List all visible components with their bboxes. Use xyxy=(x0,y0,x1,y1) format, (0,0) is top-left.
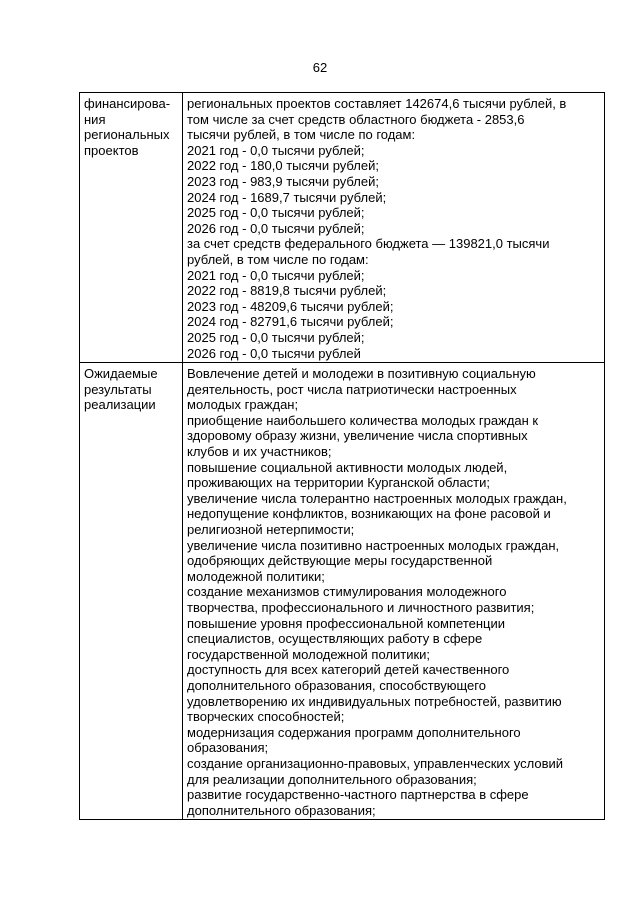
content-line: деятельность, рост числа патриотически настроенных xyxy=(187,381,517,397)
content-line: недопущение конфликтов, возникающих на фоне расовой и xyxy=(187,506,551,522)
content-line: 2024 год - 1689,7 тысячи рублей; xyxy=(187,189,387,205)
content-line: государственной молодежной политики; xyxy=(187,646,431,662)
content-line: развитие государственно-частного партнерства в сфере xyxy=(187,787,529,803)
content-line: 2021 год - 0,0 тысячи рублей; xyxy=(187,267,365,283)
content-line: доступность для всех категорий детей качественного xyxy=(187,662,510,678)
label-line: ния xyxy=(84,111,106,127)
content-line: клубов и их участников; xyxy=(187,444,332,460)
content-line: 2026 год - 0,0 тысячи рублей xyxy=(187,345,361,361)
content-line: 2021 год - 0,0 тысячи рублей; xyxy=(187,142,365,158)
content-line: специалистов, осуществляющих работу в сфере xyxy=(187,631,483,647)
content-line: творчества, профессионального и личностного развития; xyxy=(187,600,535,615)
passport-table xyxy=(79,92,605,820)
content-line: создание механизмов стимулирования молодежного xyxy=(187,584,507,600)
content-line: проживающих на территории Курганской области; xyxy=(187,475,490,491)
content-line: 2022 год - 180,0 тысячи рублей; xyxy=(187,158,379,174)
label-line: региональных xyxy=(84,127,170,143)
content-line: приобщение наибольшего количества молодых граждан к xyxy=(187,412,539,428)
label-line: результаты xyxy=(84,381,152,397)
content-line: создание организационно-правовых, управленческих условий xyxy=(187,755,564,771)
content-line: Вовлечение детей и молодежи в позитивную социальную xyxy=(187,366,536,382)
content-line: молодых граждан; xyxy=(187,397,299,413)
label-line: проектов xyxy=(84,142,139,158)
content-line: 2022 год - 8819,8 тысячи рублей; xyxy=(187,283,387,299)
content-line: региональных проектов составляет 142674,6 тысячи рублей, в xyxy=(187,96,567,111)
row-content-cell xyxy=(183,93,605,363)
content-line: том числе за счет средств областного бюджета - 2853,6 xyxy=(187,111,525,127)
content-line: для реализации дополнительного образования; xyxy=(187,771,477,787)
label-line: финансирова- xyxy=(84,96,171,111)
content-line: увеличение числа толерантно настроенных молодых граждан, xyxy=(187,490,567,506)
row-label-cell xyxy=(80,363,183,820)
content-line: религиозной нетерпимости; xyxy=(187,522,355,538)
content-line: тысячи рублей, в том числе по годам: xyxy=(187,127,416,143)
row-label-cell xyxy=(80,93,183,363)
content-line: рублей, в том числе по годам: xyxy=(187,251,369,267)
content-line: 2023 год - 983,9 тысячи рублей; xyxy=(187,173,379,189)
content-line: молодежной политики; xyxy=(187,568,325,584)
content-line: 2025 год - 0,0 тысячи рублей; xyxy=(187,205,365,221)
content-line: повышение социальной активности молодых людей, xyxy=(187,459,508,475)
content-line: дополнительного образования; xyxy=(187,802,376,818)
content-line: 2023 год - 48209,6 тысячи рублей; xyxy=(187,298,394,314)
content-line: повышение уровня профессиональной компетенции xyxy=(187,615,506,631)
content-line: 2026 год - 0,0 тысячи рублей; xyxy=(187,220,365,236)
row-content-cell xyxy=(183,363,605,820)
content-line: образования; xyxy=(187,740,269,756)
label-line: реализации xyxy=(84,397,156,413)
content-line: увеличение числа позитивно настроенных молодых граждан, xyxy=(187,537,560,553)
content-line: 2024 год - 82791,6 тысячи рублей; xyxy=(187,314,394,330)
content-line: одобряющих действующие меры государственной xyxy=(187,553,493,569)
content-line: здоровому образу жизни, увеличение числа спортивных xyxy=(187,428,528,444)
content-line: модернизация содержания программ дополнительного xyxy=(187,724,521,740)
page-number: 62 xyxy=(312,60,328,75)
content-line: за счет средств федерального бюджета — 139821,0 тысячи xyxy=(187,236,550,252)
content-line: дополнительного образования, способствующего xyxy=(187,677,486,693)
content-line: творческих способностей; xyxy=(187,709,345,725)
content-line: 2025 год - 0,0 тысячи рублей; xyxy=(187,329,365,345)
table-row xyxy=(80,93,605,363)
table-row xyxy=(80,363,605,820)
content-line: удовлетворению их индивидуальных потребностей, развитию xyxy=(187,693,562,709)
label-line: Ожидаемые xyxy=(84,366,158,382)
